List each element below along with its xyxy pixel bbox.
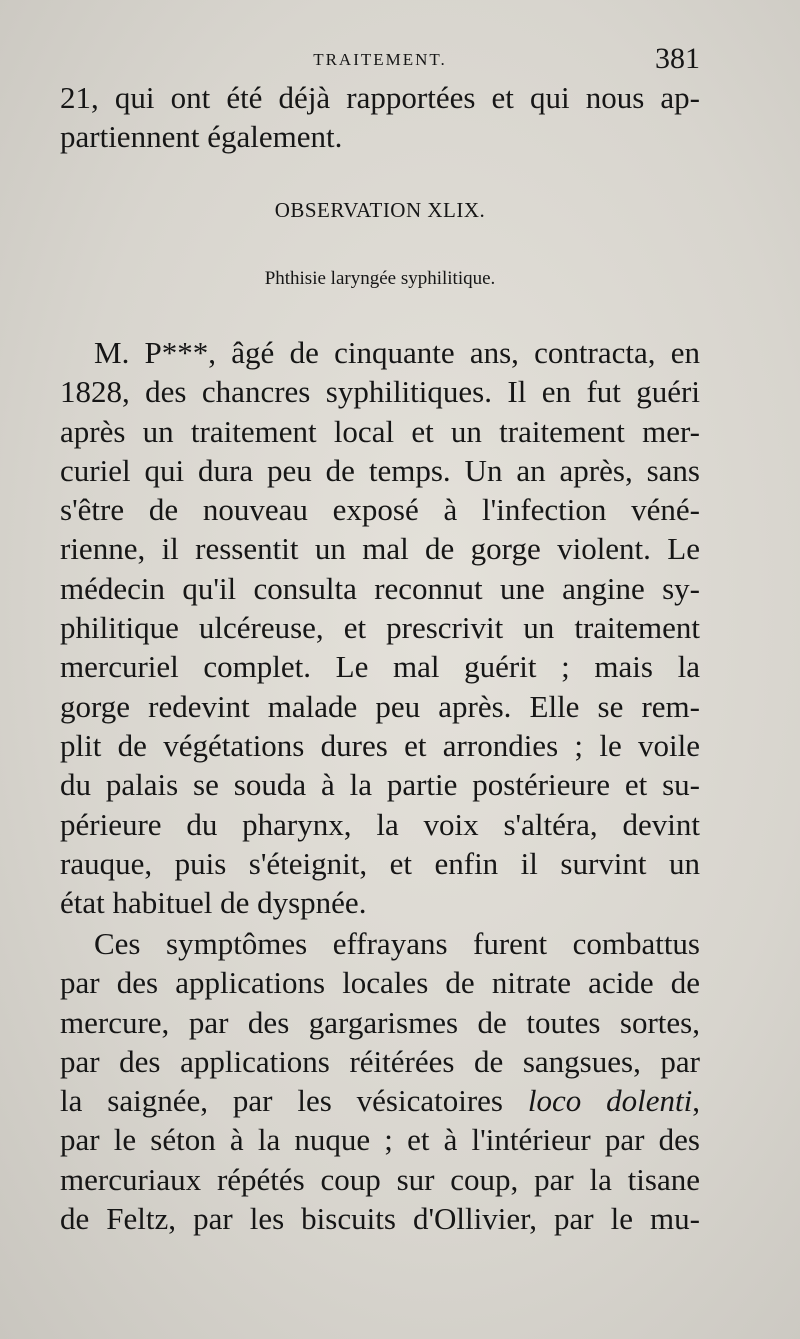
text-line: Ces symptômes effrayans furent combattus	[94, 926, 700, 961]
paragraph-1	[60, 333, 700, 922]
carryover-paragraph	[60, 78, 700, 157]
running-title: TRAITEMENT.	[313, 50, 447, 69]
text-line: plit de végétations dures et arrondies ; le voile	[60, 727, 700, 763]
text-line: M. P***, âgé de cinquante ans, contracta, en	[94, 335, 700, 370]
latin-phrase: loco dolenti	[527, 1083, 693, 1119]
text-line	[60, 1081, 700, 1120]
text-line: 21, qui ont été déjà rapportées et qui nous ap-	[60, 80, 700, 115]
text-line: partiennent également.	[60, 119, 343, 155]
observation-heading: OBSERVATION XLIX.	[274, 198, 486, 222]
text-line: par le séton à la nuque ; et à l'intérieur par des	[60, 1122, 700, 1158]
text-line: état habituel de dyspnée.	[60, 885, 367, 921]
text-line: 1828, des chancres syphilitiques. Il en fut guéri	[60, 374, 700, 410]
text-line: par des applications locales de nitrate acide de	[60, 965, 700, 1001]
text-line: de Feltz, par les biscuits d'Ollivier, par le mu-	[60, 1201, 700, 1237]
text-line: philitique ulcéreuse, et prescrivit un traitement	[60, 610, 700, 646]
text-line: par des applications réitérées de sangsues, par	[60, 1043, 700, 1079]
text-line: mercuriaux répétés coup sur coup, par la tisane	[60, 1161, 700, 1197]
text-line: rauque, puis s'éteignit, et enfin il survint un	[60, 845, 700, 881]
page-number: 381	[655, 42, 700, 75]
text-line: mercure, par des gargarismes de toutes sortes,	[60, 1004, 700, 1040]
observation-subheading: Phthisie laryngée syphilitique.	[264, 268, 496, 289]
text-span: la saignée, par les vésicatoires	[60, 1083, 528, 1119]
text-line: mercuriel complet. Le mal guérit ; mais la	[60, 649, 700, 685]
text-line: s'être de nouveau exposé à l'infection véné-	[60, 492, 700, 528]
text-line: du palais se souda à la partie postérieure et su-	[60, 767, 700, 803]
text-line: après un traitement local et un traitement mer-	[60, 413, 700, 449]
paragraph-2	[60, 924, 700, 1238]
text-line: curiel qui dura peu de temps. Un an après, sans	[60, 452, 700, 488]
running-head	[60, 44, 700, 76]
text-line: rienne, il ressentit un mal de gorge violent. Le	[60, 531, 700, 567]
text-line: médecin qu'il consulta reconnut une angine sy-	[60, 570, 700, 606]
text-span: ,	[692, 1083, 700, 1119]
text-line: périeure du pharynx, la voix s'altéra, devint	[60, 806, 700, 842]
text-line: gorge redevint malade peu après. Elle se rem-	[60, 688, 700, 724]
